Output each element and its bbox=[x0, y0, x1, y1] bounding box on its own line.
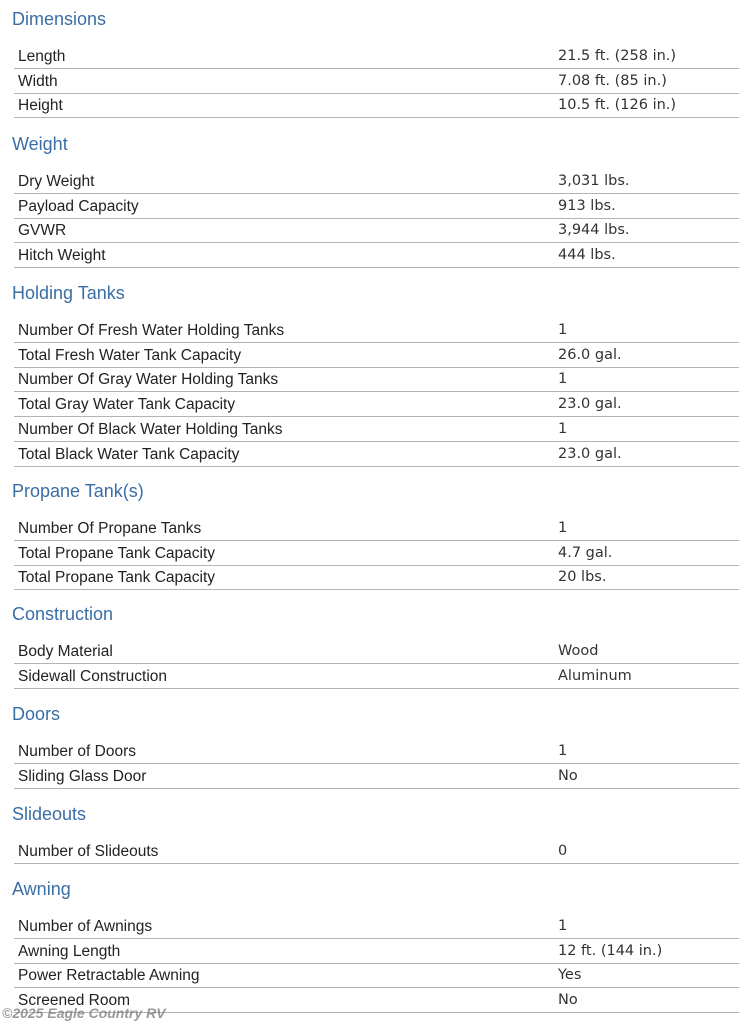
spec-label: Total Propane Tank Capacity bbox=[18, 544, 216, 562]
section-title: Dimensions bbox=[12, 9, 107, 29]
spec-row bbox=[14, 418, 739, 442]
spec-label: Sliding Glass Door bbox=[18, 767, 147, 785]
spec-label: Total Black Water Tank Capacity bbox=[18, 445, 240, 463]
spec-value: 21.5 ft. (258 in.) bbox=[558, 48, 677, 64]
spec-label: Number Of Fresh Water Holding Tanks bbox=[18, 322, 285, 339]
spec-label: Number of Doors bbox=[18, 743, 137, 760]
spec-label: Total Fresh Water Tank Capacity bbox=[18, 346, 242, 364]
spec-row bbox=[14, 765, 739, 789]
spec-value: No bbox=[558, 992, 578, 1009]
spec-label: Screened Room bbox=[18, 992, 131, 1010]
spec-row bbox=[14, 964, 739, 988]
section-title: Propane Tank(s) bbox=[12, 481, 144, 501]
spec-value: 23.0 gal. bbox=[558, 445, 622, 462]
spec-value: 444 lbs. bbox=[558, 247, 616, 264]
spec-value: 913 lbs. bbox=[558, 197, 616, 214]
spec-row bbox=[14, 170, 739, 194]
spec-value: 3,944 lbs. bbox=[558, 222, 630, 239]
spec-label: GVWR bbox=[18, 222, 67, 240]
spec-value: 10.5 ft. (126 in.) bbox=[558, 97, 677, 114]
spec-value: 26.0 gal. bbox=[558, 346, 622, 363]
spec-label: Number of Slideouts bbox=[18, 843, 159, 860]
spec-label: Hitch Weight bbox=[18, 247, 106, 265]
spec-value: 3,031 lbs. bbox=[558, 173, 630, 189]
spec-row bbox=[14, 344, 739, 368]
spec-row bbox=[14, 319, 739, 343]
spec-label: Body Material bbox=[18, 643, 113, 660]
spec-row bbox=[14, 566, 739, 590]
spec-value: No bbox=[558, 767, 578, 784]
spec-label: Power Retractable Awning bbox=[18, 967, 200, 985]
spec-label: Height bbox=[18, 97, 63, 115]
spec-row bbox=[14, 542, 739, 566]
spec-label: Total Gray Water Tank Capacity bbox=[18, 396, 236, 414]
spec-value: 1 bbox=[558, 520, 568, 536]
spec-row bbox=[14, 195, 739, 219]
spec-row bbox=[14, 368, 739, 392]
spec-label: Length bbox=[18, 48, 66, 65]
section-title: Weight bbox=[12, 134, 68, 154]
section-title: Holding Tanks bbox=[12, 283, 125, 303]
spec-label: Number of Awnings bbox=[18, 918, 153, 935]
spec-label: Number Of Propane Tanks bbox=[18, 520, 202, 537]
spec-value: Aluminum bbox=[558, 667, 632, 684]
spec-value: Wood bbox=[558, 643, 599, 659]
spec-value: 1 bbox=[558, 371, 568, 388]
spec-value: 1 bbox=[558, 743, 568, 759]
spec-label: Payload Capacity bbox=[18, 197, 139, 215]
spec-value: 4.7 gal. bbox=[558, 544, 613, 561]
section-title: Awning bbox=[12, 879, 71, 899]
spec-row bbox=[14, 740, 739, 764]
spec-row bbox=[14, 915, 739, 939]
copyright-watermark: ©2025 Eagle Country RV bbox=[2, 1005, 166, 1021]
spec-value: 1 bbox=[558, 420, 568, 437]
spec-label: Width bbox=[18, 72, 58, 90]
spec-row bbox=[14, 940, 739, 964]
spec-value: 1 bbox=[558, 918, 568, 934]
spec-label: Sidewall Construction bbox=[18, 667, 168, 685]
spec-label: Awning Length bbox=[18, 942, 121, 960]
spec-row bbox=[14, 393, 739, 417]
section-title: Doors bbox=[12, 704, 61, 724]
spec-row bbox=[14, 443, 739, 467]
spec-row bbox=[14, 244, 739, 268]
spec-row bbox=[14, 70, 739, 94]
spec-value: 0 bbox=[558, 843, 568, 859]
section-title: Construction bbox=[12, 604, 114, 624]
spec-value: 7.08 ft. (85 in.) bbox=[558, 72, 667, 89]
spec-label: Total Propane Tank Capacity bbox=[18, 569, 216, 587]
spec-value: 23.0 gal. bbox=[558, 396, 622, 413]
spec-label: Dry Weight bbox=[18, 173, 95, 190]
spec-row bbox=[14, 640, 739, 664]
spec-row bbox=[14, 45, 739, 69]
spec-value: 1 bbox=[558, 322, 568, 338]
spec-value: Yes bbox=[558, 967, 582, 984]
spec-row bbox=[14, 665, 739, 689]
section-title: Slideouts bbox=[12, 804, 87, 824]
spec-row bbox=[14, 517, 739, 541]
spec-value: 12 ft. (144 in.) bbox=[558, 942, 663, 959]
spec-row bbox=[14, 219, 739, 243]
spec-row bbox=[14, 94, 739, 118]
spec-row bbox=[14, 840, 739, 864]
spec-label: Number Of Black Water Holding Tanks bbox=[18, 420, 283, 438]
spec-value: 20 lbs. bbox=[558, 569, 607, 586]
spec-label: Number Of Gray Water Holding Tanks bbox=[18, 371, 279, 389]
